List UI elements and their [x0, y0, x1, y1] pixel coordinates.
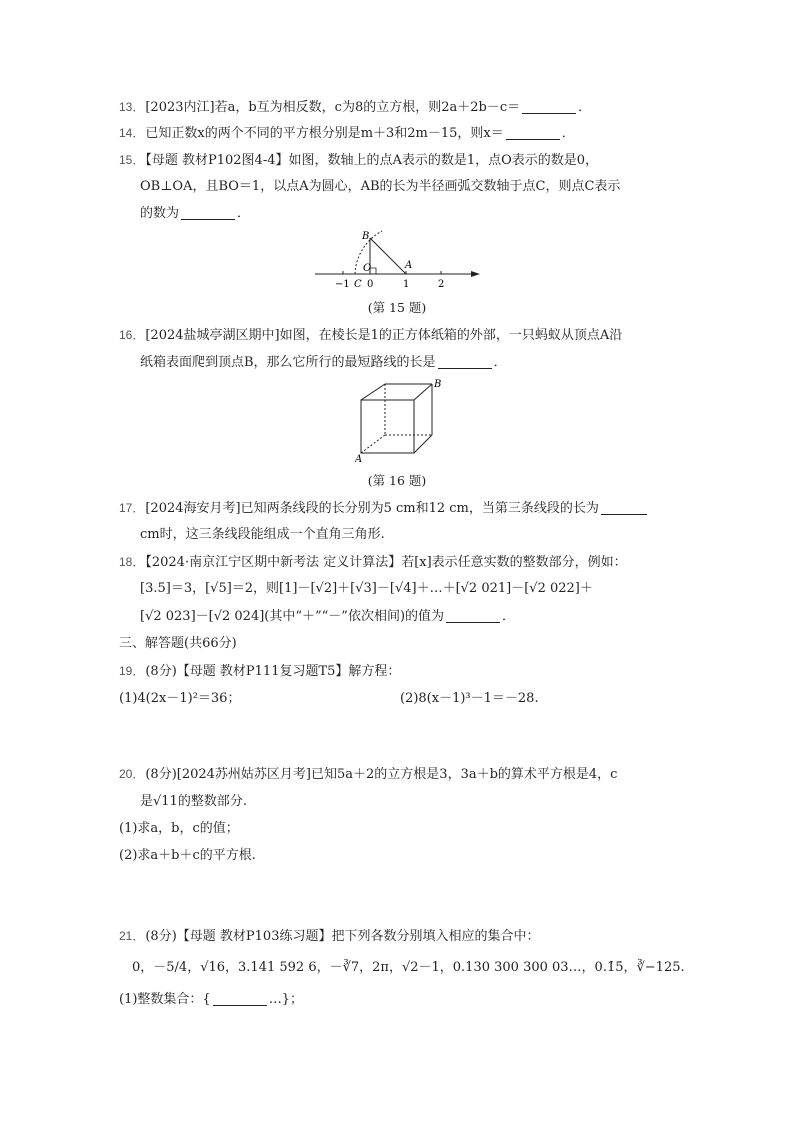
question-number: 18．: [119, 555, 145, 569]
cube-front-face: [361, 400, 414, 453]
question-19-part-2: (2)8(x－1)³－1＝－28.: [400, 691, 539, 706]
answer-blank[interactable]: [601, 500, 647, 515]
tick-label: −1: [335, 279, 350, 290]
question-15-line-2: OB⊥OA，且BO＝1，以点A为圆心，AB的长为半径画弧交数轴于点C，则点C表示: [140, 179, 621, 194]
question-16-line-2: [140, 353, 507, 373]
answer-blank[interactable]: [213, 991, 267, 1006]
label-o: O: [363, 263, 372, 274]
punctuation: ．: [578, 100, 592, 115]
question-text: (8分)[2024苏州姑苏区月考]已知5a＋2的立方根是3，3a＋b的算术平方根是4，c: [145, 767, 618, 782]
question-19-part-1: (1)4(2x－1)²＝36；: [119, 691, 241, 706]
question-17-line-1: [119, 498, 649, 519]
question-20-line-2: 是√11的整数部分.: [140, 794, 247, 809]
section-title: 三、解答题(共66分): [119, 636, 237, 651]
question-15-line-1: [119, 150, 598, 171]
axis-arrow-icon: [471, 271, 480, 277]
answer-blank[interactable]: [181, 205, 235, 220]
label-a: A: [355, 454, 363, 463]
question-text: [2023内江]若a，b互为相反数，c为8的立方根，则2a＋2b－c＝: [145, 100, 521, 115]
answer-blank[interactable]: [506, 125, 560, 140]
set-suffix: …}；: [268, 992, 303, 1007]
question-text: 已知正数x的两个不同的平方根分别是m＋3和2m－15，则x＝: [145, 126, 504, 141]
figure-15-caption: (第 15 题): [367, 300, 427, 315]
answer-blank[interactable]: [522, 99, 576, 114]
question-number: 15．: [119, 153, 145, 167]
question-number: 17．: [119, 501, 145, 515]
label-b: B: [434, 379, 442, 390]
number-line-figure: [310, 228, 485, 293]
label-b: B: [362, 231, 370, 242]
question-13: [119, 97, 591, 118]
punctuation: ．: [493, 355, 507, 370]
figure-16-caption: (第 16 题): [367, 473, 427, 488]
question-19: [119, 661, 400, 682]
question-18-line-1: [119, 552, 627, 573]
question-15-line-3: [140, 204, 250, 224]
tick-label: 0: [367, 279, 374, 290]
cube-figure: [355, 378, 445, 463]
question-14: [119, 123, 575, 144]
punctuation: ．: [237, 206, 251, 221]
question-21-part-1: [119, 990, 303, 1010]
punctuation: ．: [561, 126, 575, 141]
label-c: C: [354, 279, 362, 290]
set-label: (1)整数集合：{: [119, 992, 211, 1007]
question-text: [2024海安月考]已知两条线段的长分别为5 cm和12 cm，当第三条线段的长为: [145, 501, 599, 516]
question-text: 【2024·南京江宁区期中新考法 定义计算法】若[x]表示任意实数的整数部分，例如：: [145, 555, 627, 570]
question-number: 16．: [119, 328, 145, 342]
answer-blank[interactable]: [446, 608, 500, 623]
question-20-line-1: [119, 764, 617, 785]
question-number: 13．: [119, 100, 145, 114]
question-number: 21．: [119, 929, 145, 943]
question-21-numbers: 0，－5/4，√16，3.141 592 6，－∛7，2π，√2－1，0.130 300 300 03…，0.1̇5̇，∛−125.: [132, 960, 685, 975]
question-text: [2024盐城亭湖区期中]如图，在棱长是1的正方体纸箱的外部，一只蚂蚁从顶点A沿: [145, 328, 623, 343]
answer-blank[interactable]: [438, 354, 492, 369]
question-21: [119, 926, 539, 947]
hidden-edge: [361, 435, 385, 453]
question-text: (8分)【母题 教材P111复习题T5】解方程：: [145, 664, 401, 679]
question-text: [√2 023]－[√2 024](其中“＋”“－”依次相间)的值为: [140, 609, 445, 624]
question-18-line-3: [140, 607, 515, 627]
question-number: 19．: [119, 664, 145, 678]
label-a: A: [405, 260, 413, 271]
tick-label: 2: [438, 279, 445, 290]
question-number: 20．: [119, 767, 145, 781]
question-20-part-2: (2)求a＋b＋c的平方根.: [119, 848, 256, 863]
question-text: (8分)【母题 教材P103练习题】把下列各数分别填入相应的集合中：: [145, 929, 540, 944]
question-text: 的数为: [140, 206, 180, 221]
question-text: 纸箱表面爬到顶点B，那么它所行的最短路线的长是: [140, 355, 436, 370]
punctuation: ．: [502, 609, 516, 624]
question-text: 【母题 教材P102图4-4】如图，数轴上的点A表示的数是1，点O表示的数是0，: [145, 153, 599, 168]
question-16-line-1: [119, 325, 622, 346]
question-17-line-2: cm时，这三条线段能组成一个直角三角形.: [140, 527, 385, 542]
question-number: 14．: [119, 126, 145, 140]
question-18-line-2: [3.5]＝3，[√5]＝2，则[1]－[√2]＋[√3]－[√4]＋…＋[√2 021]－[√2 022]＋: [140, 581, 593, 596]
question-20-part-1: (1)求a，b，c的值；: [119, 821, 239, 836]
tick-label: 1: [403, 279, 410, 290]
segment-ab: [370, 238, 406, 274]
